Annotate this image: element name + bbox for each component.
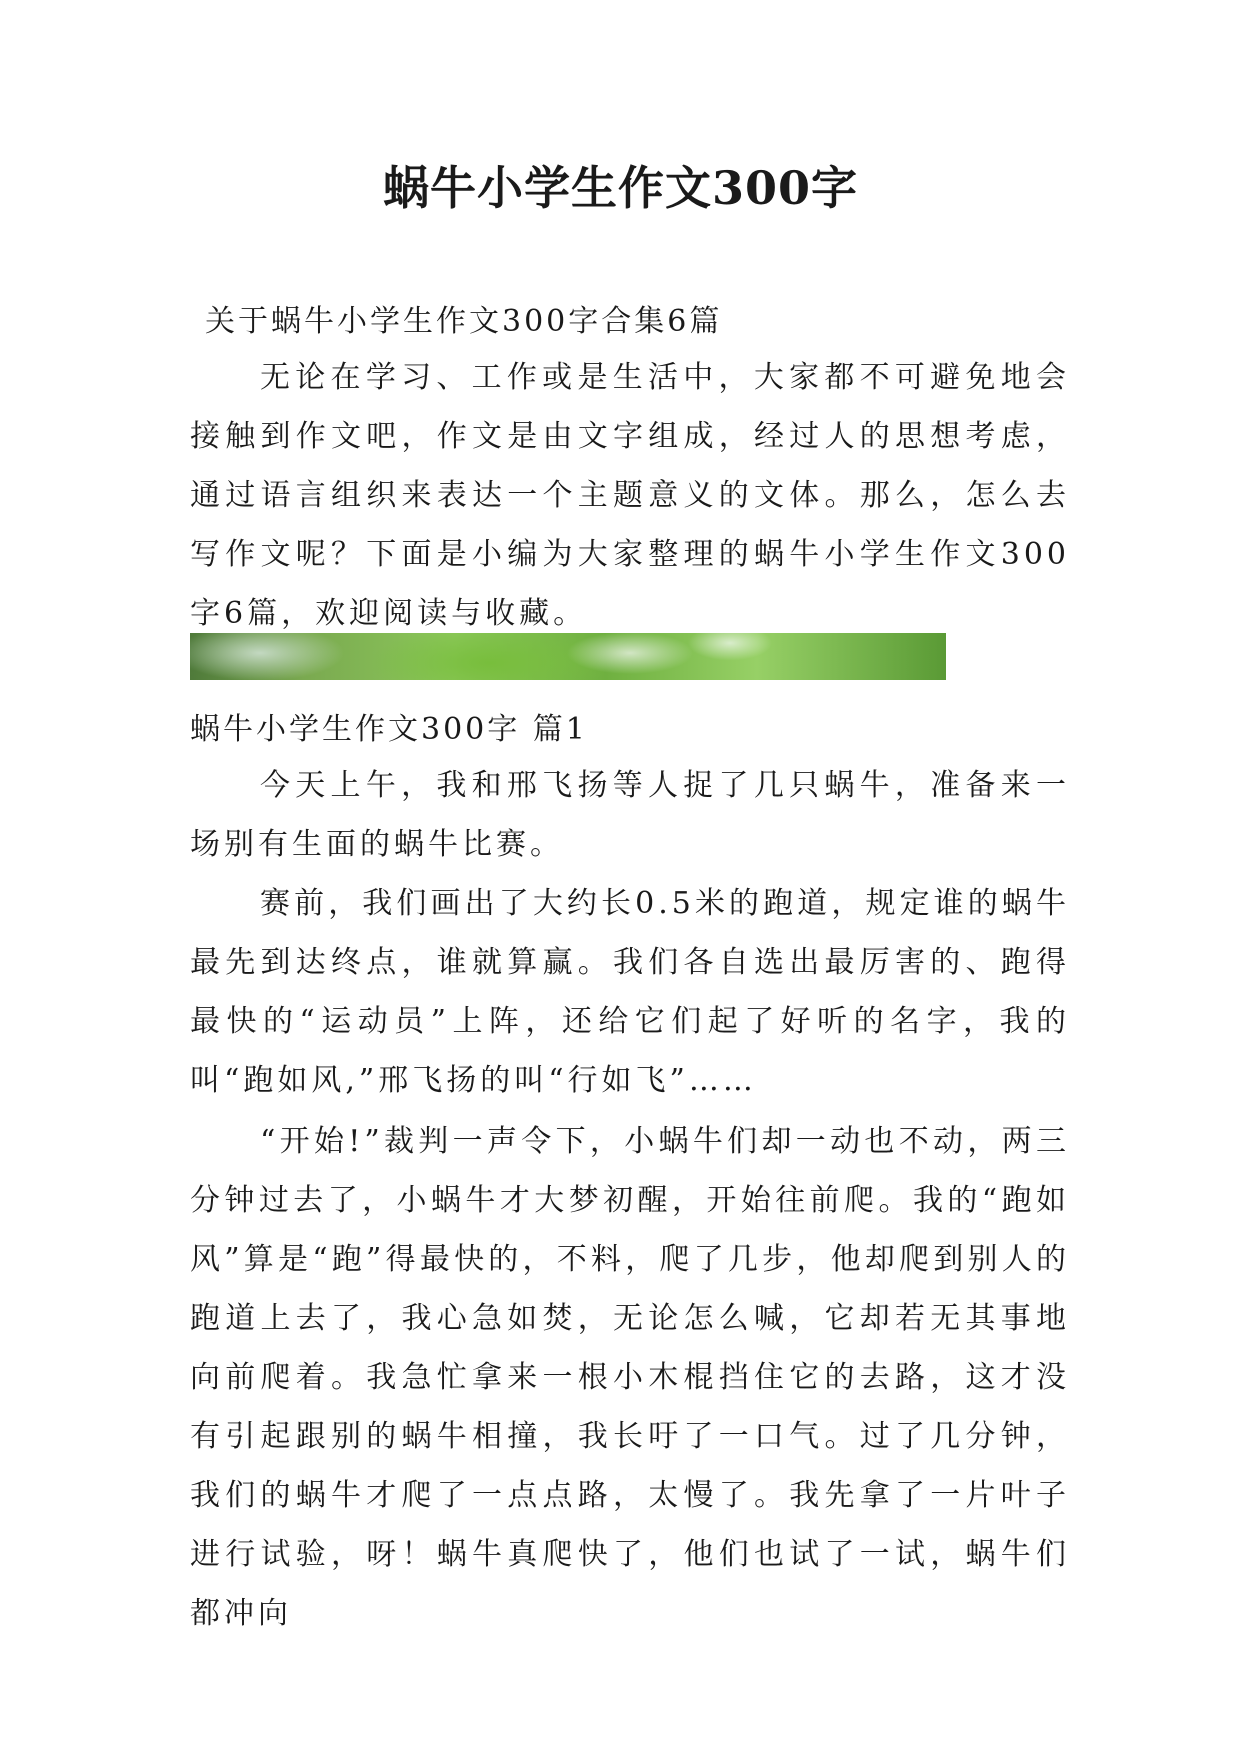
document-title: 蜗牛小学生作文300字: [382, 161, 859, 215]
body-paragraph: 赛前，我们画出了大约长0.5米的跑道，规定谁的蜗牛最先到达终点，谁就算赢。我们各自选出最厉害的、跑得最快的“运动员”上阵，还给它们起了好听的名字，我的叫“跑如风,”邢飞扬的叫“行如飞”……: [190, 886, 1070, 1098]
section-heading: 蜗牛小学生作文300字 篇1: [190, 712, 588, 747]
leaf-banner-image: [190, 633, 946, 680]
body-paragraph: 今天上午，我和邢飞扬等人捉了几只蜗牛，准备来一场别有生面的蜗牛比赛。: [190, 768, 1070, 862]
intro-paragraph: 无论在学习、工作或是生活中，大家都不可避免地会接触到作文吧，作文是由文字组成，经过人的思想考虑，通过语言组织来表达一个主题意义的文体。那么，怎么去写作文呢？下面是小编为大家整理的蜗牛小学生作文300字6篇，欢迎阅读与收藏。: [190, 360, 1070, 631]
body-paragraph: “开始!”裁判一声令下，小蜗牛们却一动也不动，两三分钟过去了，小蜗牛才大梦初醒，开始往前爬。我的“跑如风”算是“跑”得最快的，不料，爬了几步，他却爬到别人的跑道上去了，我心急如焚，无论怎么喊，它却若无其事地向前爬着。我急忙拿来一根小木棍挡住它的去路，这才没有引起跟别的蜗牛相撞，我长吁了一口气。过了几分钟，我们的蜗牛才爬了一点点路，太慢了。我先拿了一片叶子进行试验，呀！蜗牛真爬快了，他们也试了一试，蜗牛们都冲向: [190, 1124, 1070, 1631]
document-subtitle: 关于蜗牛小学生作文300字合集6篇: [205, 304, 723, 339]
